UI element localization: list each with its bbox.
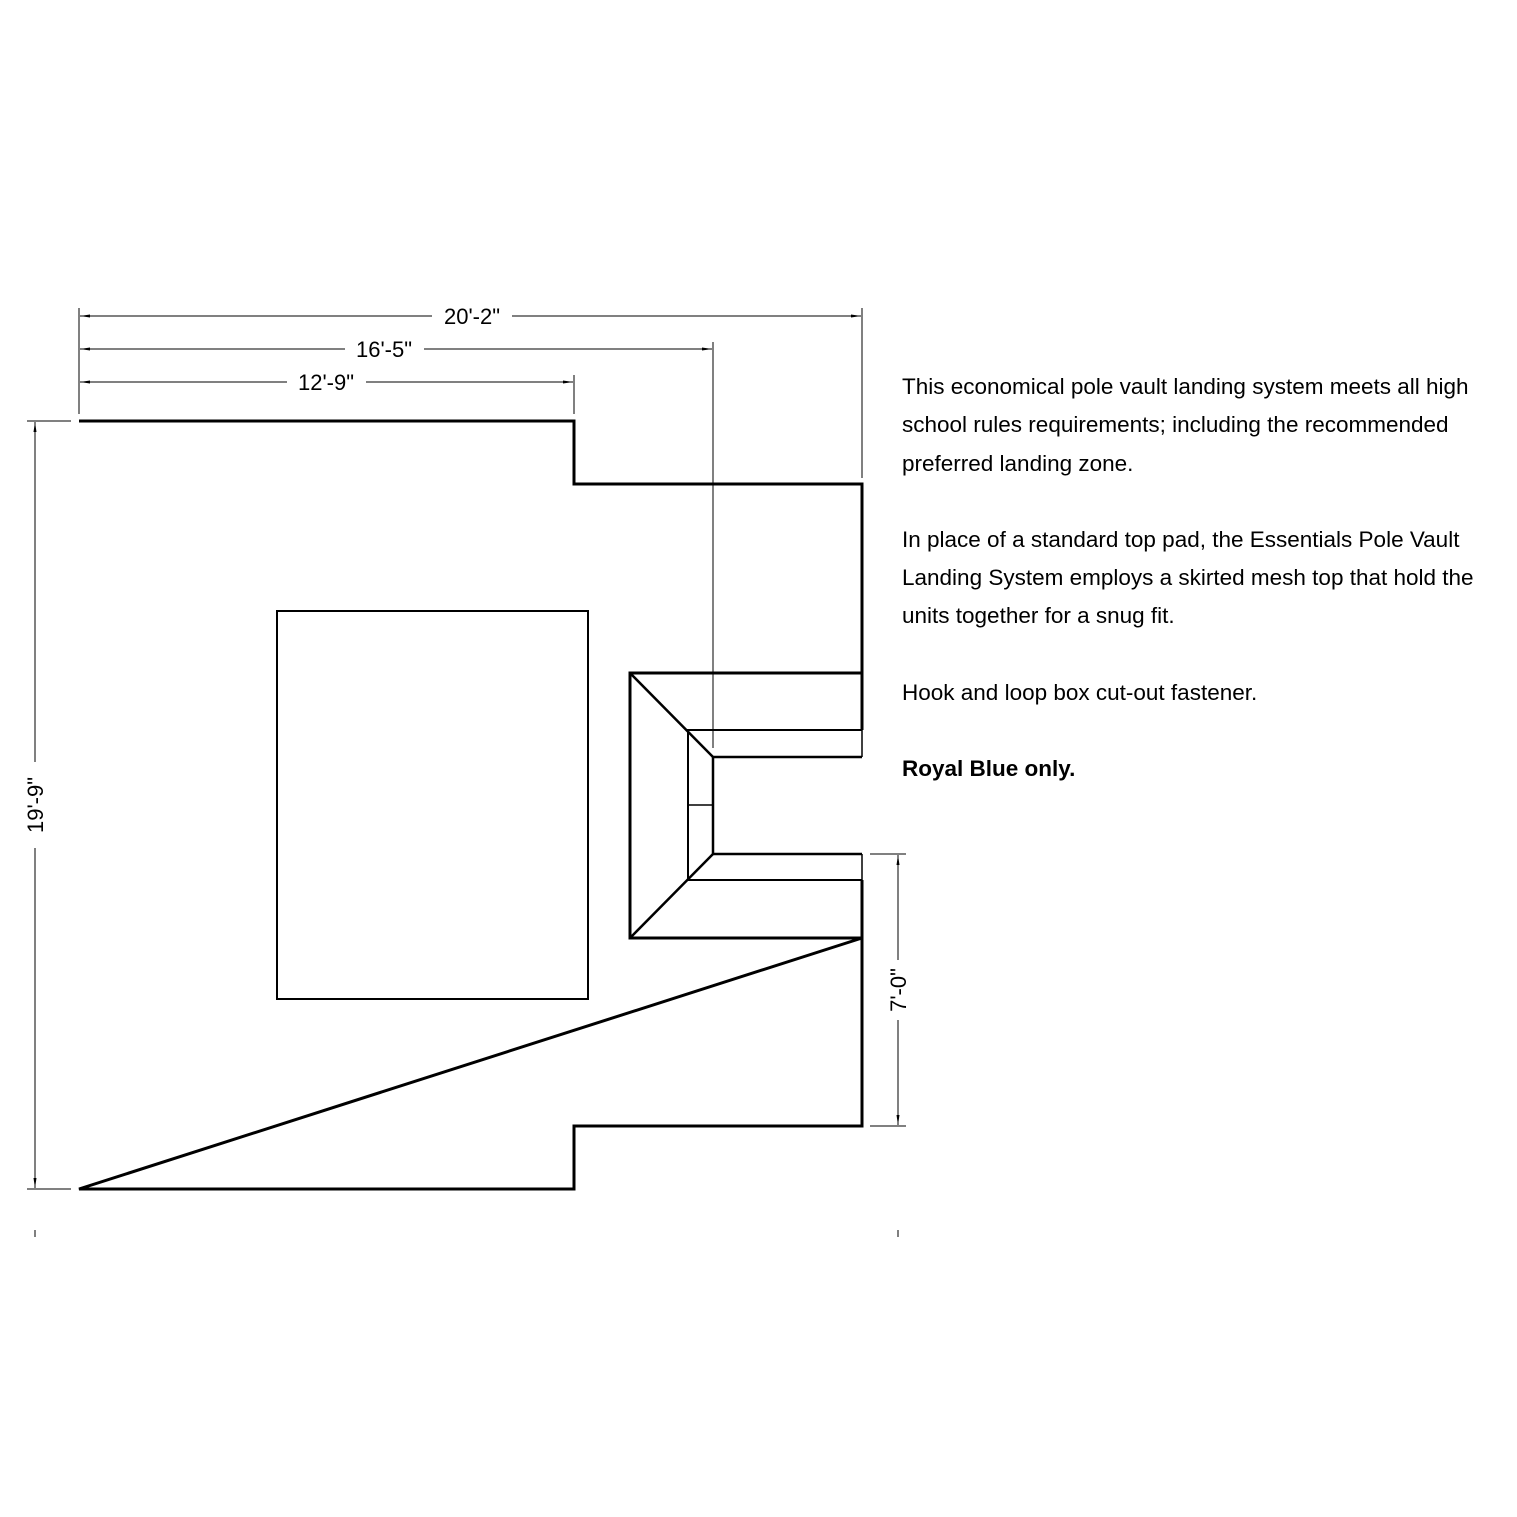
description-paragraph-1: This economical pole vault landing system meets all high school rules requirements; including the recommended preferred landing zone. xyxy=(902,374,1469,476)
dim-label-main-width: 12'-9" xyxy=(297,370,355,395)
dim-label-overall-depth: 19'-9" xyxy=(23,776,48,834)
dimension-wing-depth xyxy=(870,854,906,1237)
description-paragraph-2: In place of a standard top pad, the Essentials Pole Vault Landing System employs a skirted mesh top that hold the units together for a snug fit. xyxy=(902,526,1474,629)
dim-label-wing-depth: 7'-0" xyxy=(886,968,911,1012)
dimension-width-to-box xyxy=(80,342,713,748)
color-note: Royal Blue only. xyxy=(902,756,1076,782)
preferred-landing-zone xyxy=(277,611,588,999)
product-description xyxy=(902,368,1502,826)
landing-pad-outline xyxy=(79,421,862,1189)
dimension-overall-width xyxy=(79,308,862,478)
description-paragraph-3: Hook and loop box cut-out fastener. xyxy=(902,679,1258,705)
box-cutout xyxy=(630,673,862,938)
dim-label-overall-width: 20'-2" xyxy=(443,304,501,329)
dim-label-width-to-box: 16'-5" xyxy=(355,337,413,362)
